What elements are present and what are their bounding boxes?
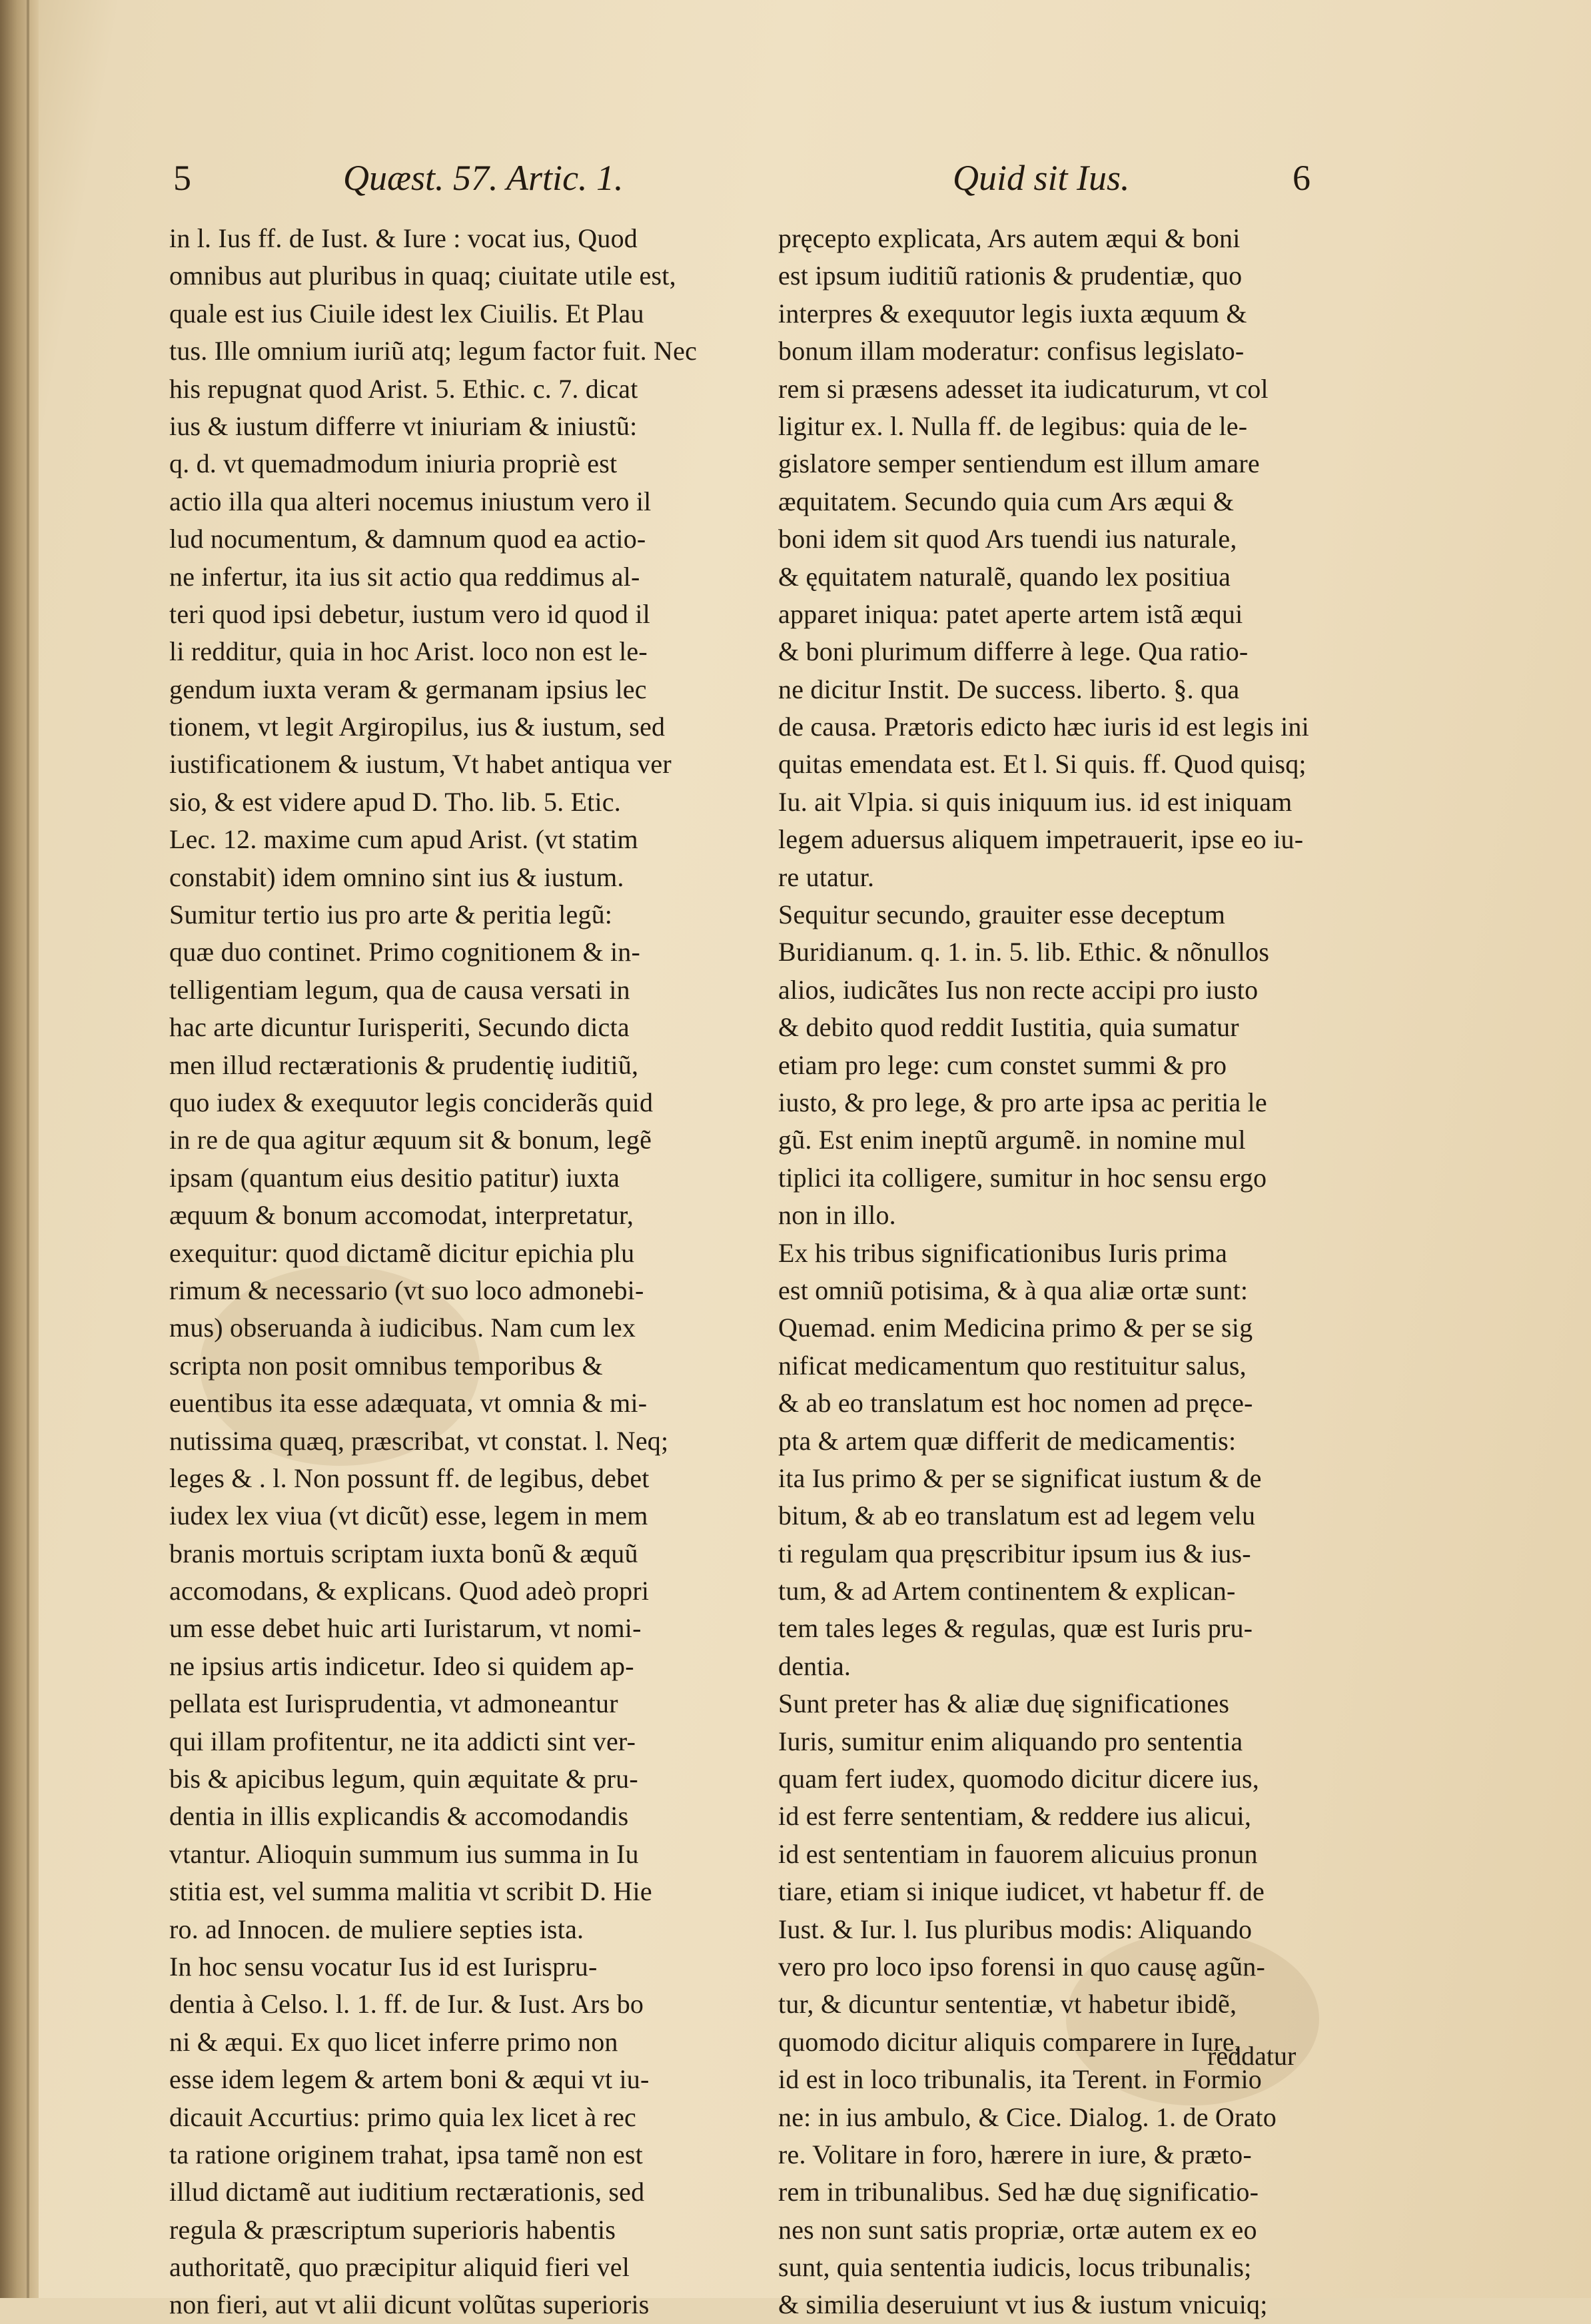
- text-line: legem aduersus aliquem impetrauerit, ipse eo iu-: [778, 824, 1304, 855]
- text-line: Iuris, sumitur enim aliquando pro sententia: [778, 1726, 1243, 1756]
- text-line: æquum & bonum accomodat, interpretatur,: [169, 1200, 634, 1231]
- right-text-column: [778, 220, 1325, 2324]
- text-line: ne: in ius ambulo, & Cice. Dialog. 1. de Orato: [778, 2101, 1277, 2132]
- text-line: Iust. & Iur. l. Ius pluribus modis: Aliquando: [778, 1914, 1253, 1944]
- text-line: pellata est Iurisprudentia, vt admoneantur: [169, 1688, 618, 1719]
- text-line: pta & artem quæ differit de medicamentis:: [778, 1425, 1237, 1456]
- text-line: mus) obseruanda à iudicibus. Nam cum lex: [169, 1313, 636, 1343]
- text-line: bis & apicibus legum, quin æquitate & pru-: [169, 1764, 638, 1794]
- text-line: ni & æqui. Ex quo licet inferre primo non: [169, 2026, 618, 2057]
- text-line: rem si præsens adesset ita iudicaturum, vt col: [778, 373, 1269, 404]
- text-line: um esse debet huic arti Iuristarum, vt nomi-: [169, 1613, 642, 1644]
- text-line: his repugnat quod Arist. 5. Ethic. c. 7. dicat: [169, 373, 638, 404]
- text-line: scripta non posit omnibus temporibus &: [169, 1350, 603, 1381]
- text-line: non in illo.: [778, 1200, 896, 1231]
- text-line: Iu. ait Vlpia. si quis iniquum ius. id est iniquam: [778, 786, 1293, 817]
- text-line: li redditur, quia in hoc Arist. loco non est le-: [169, 636, 648, 667]
- text-line: tum, & ad Artem continentem & explican-: [778, 1576, 1236, 1606]
- text-line: gũ. Est enim ineptũ argumẽ. in nomine mul: [778, 1125, 1246, 1155]
- text-line: & similia deseruiunt vt ius & iustum vnicuiq;: [778, 2289, 1268, 2320]
- text-line: dentia in illis explicandis & accomodandis: [169, 1801, 629, 1832]
- text-line: authoritatẽ, quo præcipitur aliquid fieri vel: [169, 2252, 630, 2283]
- text-line: ne dicitur Instit. De success. liberto. §. qua: [778, 674, 1240, 704]
- text-line: est omniũ potisima, & à qua aliæ ortæ sunt:: [778, 1275, 1249, 1305]
- text-line: vero pro loco ipso forensi in quo causę agũn-: [778, 1951, 1266, 1982]
- text-line: id est ferre sententiam, & reddere ius alicui,: [778, 1801, 1252, 1832]
- text-line: omnibus aut pluribus in quaq; ciuitate utile est,: [169, 261, 676, 291]
- text-line: telligentiam legum, qua de causa versati in: [169, 974, 630, 1005]
- text-line: tiplici ita colligere, sumitur in hoc sensu ergo: [778, 1162, 1267, 1193]
- text-line: sunt, quia sententia iudicis, locus tribunalis;: [778, 2252, 1252, 2283]
- text-line: Sequitur secundo, grauiter esse deceptum: [778, 899, 1226, 930]
- text-line: ti regulam qua pręscribitur ipsum ius & ius-: [778, 1538, 1251, 1568]
- text-line: tiare, etiam si inique iudicet, vt habetur ff. de: [778, 1876, 1265, 1907]
- text-line: iustificationem & iustum, Vt habet antiqua ver: [169, 749, 672, 780]
- text-line: quam fert iudex, quomodo dicitur dicere ius,: [778, 1764, 1259, 1794]
- text-line: rimum & necessario (vt suo loco admonebi-: [169, 1275, 644, 1305]
- text-line: branis mortuis scriptam iuxta bonũ & æquũ: [169, 1538, 638, 1568]
- text-line: alios, iudicãtes Ius non recte accipi pro iusto: [778, 974, 1259, 1005]
- text-line: Buridianum. q. 1. in. 5. lib. Ethic. & nõnullos: [778, 937, 1270, 967]
- text-line: leges & . l. Non possunt ff. de legibus, debet: [169, 1462, 650, 1493]
- text-line: constabit) idem omnino sint ius & iustum.: [169, 862, 624, 892]
- text-line: de causa. Prætoris edicto hæc iuris id est legis ini: [778, 712, 1309, 742]
- text-line: non fieri, aut vt alii dicunt volũtas superioris: [169, 2289, 650, 2320]
- text-line: id est in loco tribunalis, ita Terent. in Formio: [778, 2064, 1262, 2095]
- text-line: ligitur ex. l. Nulla ff. de legibus: quia de le-: [778, 410, 1248, 441]
- text-line: quomodo dicitur aliquis comparere in Iure,: [778, 2026, 1241, 2057]
- text-line: quæ duo continet. Primo cognitionem & in-: [169, 937, 641, 967]
- text-line: Lec. 12. maxime cum apud Arist. (vt statim: [169, 824, 638, 855]
- text-line: hac arte dicuntur Iurisperiti, Secundo dicta: [169, 1012, 630, 1043]
- text-line: æquitatem. Secundo quia cum Ars æqui &: [778, 486, 1235, 516]
- text-line: ne ipsius artis indicetur. Ideo si quidem ap-: [169, 1650, 634, 1681]
- text-line: ro. ad Innocen. de muliere septies ista.: [169, 1914, 584, 1944]
- text-line: Ex his tribus significationibus Iuris prima: [778, 1237, 1228, 1268]
- text-line: ta ratione originem trahat, ipsa tamẽ non est: [169, 2139, 643, 2169]
- text-line: ita Ius primo & per se significat iustum & de: [778, 1462, 1262, 1493]
- text-line: regula & præscriptum superioris habentis: [169, 2214, 616, 2245]
- text-line: tus. Ille omnium iuriũ atq; legum factor fuit. Nec: [169, 336, 698, 366]
- text-line: quo iudex & exequutor legis conciderãs quid: [169, 1087, 654, 1117]
- running-title-left: Quæst. 57. Artic. 1.: [343, 158, 624, 198]
- text-line: ne infertur, ita ius sit actio qua reddimus al-: [169, 561, 640, 592]
- text-line: iusto, & pro lege, & pro arte ipsa ac peritia le: [778, 1087, 1267, 1117]
- text-line: exequitur: quod dictamẽ dicitur epichia plu: [169, 1237, 635, 1268]
- binding-edge: [0, 0, 39, 2298]
- text-line: re. Volitare in foro, hærere in iure, & præto-: [778, 2139, 1252, 2169]
- text-line: q. d. vt quemadmodum iniuria propriè est: [169, 448, 618, 479]
- text-line: dentia.: [778, 1650, 851, 1681]
- running-title-right: Quid sit Ius.: [953, 158, 1130, 198]
- text-line: interpres & exequutor legis iuxta æquum &: [778, 298, 1247, 328]
- text-line: re utatur.: [778, 862, 875, 892]
- text-line: tem tales leges & regulas, quæ est Iuris pru-: [778, 1613, 1253, 1644]
- text-line: ius & iustum differre vt iniuriam & iniustũ:: [169, 410, 638, 441]
- text-line: Sumitur tertio ius pro arte & peritia legũ:: [169, 899, 613, 930]
- text-line: vtantur. Alioquin summum ius summa in Iu: [169, 1838, 639, 1869]
- text-line: dicauit Accurtius: primo quia lex licet à rec: [169, 2101, 636, 2132]
- text-line: & ęquitatem naturalẽ, quando lex positiua: [778, 561, 1231, 592]
- text-line: In hoc sensu vocatur Ius id est Iurispru-: [169, 1951, 598, 1982]
- text-line: euentibus ita esse adæquata, vt omnia & mi-: [169, 1388, 648, 1419]
- text-line: & ab eo translatum est hoc nomen ad pręce-: [778, 1388, 1253, 1419]
- text-line: nutissima quæq, præscribat, vt constat. l. Neq;: [169, 1425, 669, 1456]
- text-line: apparet iniqua: patet aperte artem istã æqui: [778, 598, 1243, 629]
- running-header: [160, 157, 1332, 211]
- left-text-column: [169, 220, 756, 2324]
- text-line: tionem, vt legit Argiropilus, ius & iustum, sed: [169, 712, 666, 742]
- text-line: illud dictamẽ aut iuditium rectærationis, sed: [169, 2177, 645, 2207]
- text-line: etiam pro lege: cum constet summi & pro: [778, 1049, 1227, 1080]
- text-line: & boni plurimum differre à lege. Qua ratio-: [778, 636, 1249, 667]
- text-line: men illud rectærationis & prudentię iuditiũ,: [169, 1049, 639, 1080]
- text-line: lud nocumentum, & damnum quod ea actio-: [169, 524, 646, 554]
- page-number-right: 6: [1293, 158, 1311, 198]
- catchword: reddatur: [1207, 2041, 1297, 2071]
- text-line: accomodans, & explicans. Quod adeò propri: [169, 1576, 650, 1606]
- text-line: esse idem legem & artem boni & æqui vt iu-: [169, 2064, 650, 2095]
- binding-shadow: [27, 0, 29, 2298]
- text-line: actio illa qua alteri nocemus iniustum vero il: [169, 486, 652, 516]
- text-line: tur, & dicuntur sententiæ, vt habetur ibidẽ,: [778, 1989, 1237, 2020]
- page-number-left: 5: [173, 158, 191, 198]
- text-line: ipsam (quantum eius desitio patitur) iuxta: [169, 1162, 620, 1193]
- text-line: rem in tribunalibus. Sed hæ duę significatio-: [778, 2177, 1259, 2207]
- text-line: bonum illam moderatur: confisus legislato-: [778, 336, 1245, 366]
- text-line: pręcepto explicata, Ars autem æqui & boni: [778, 223, 1241, 253]
- text-line: boni idem sit quod Ars tuendi ius naturale,: [778, 524, 1237, 554]
- text-line: stitia est, vel summa malitia vt scribit D. Hie: [169, 1876, 652, 1907]
- text-line: gendum iuxta veram & germanam ipsius lec: [169, 674, 647, 704]
- text-line: iudex lex viua (vt dicũt) esse, legem in mem: [169, 1500, 648, 1531]
- text-line: nes non sunt satis propriæ, ortæ autem ex eo: [778, 2214, 1257, 2245]
- text-line: qui illam profitentur, ne ita addicti sint ver-: [169, 1726, 636, 1756]
- text-line: Quemad. enim Medicina primo & per se sig: [778, 1313, 1253, 1343]
- text-line: id est sententiam in fauorem alicuius pronun: [778, 1838, 1258, 1869]
- text-line: teri quod ipsi debetur, iustum vero id quod il: [169, 598, 650, 629]
- text-line: in re de qua agitur æquum sit & bonum, legẽ: [169, 1125, 652, 1155]
- text-line: quale est ius Ciuile idest lex Ciuilis. Et Plau: [169, 298, 644, 328]
- text-line: sio, & est videre apud D. Tho. lib. 5. Etic.: [169, 786, 621, 817]
- text-line: est ipsum iuditiũ rationis & prudentiæ, quo: [778, 261, 1243, 291]
- text-line: dentia à Celso. l. 1. ff. de Iur. & Iust. Ars bo: [169, 1989, 644, 2020]
- text-line: & debito quod reddit Iustitia, quia sumatur: [778, 1012, 1239, 1043]
- text-line: Sunt preter has & aliæ duę significationes: [778, 1688, 1230, 1719]
- text-line: nificat medicamentum quo restituitur salus,: [778, 1350, 1247, 1381]
- text-line: gislatore semper sentiendum est illum amare: [778, 448, 1260, 479]
- text-line: in l. Ius ff. de Iust. & Iure : vocat ius, Quod: [169, 223, 638, 253]
- text-line: quitas emendata est. Et l. Si quis. ff. Quod quisq;: [778, 749, 1307, 780]
- text-line: bitum, & ab eo translatum est ad legem velu: [778, 1500, 1256, 1531]
